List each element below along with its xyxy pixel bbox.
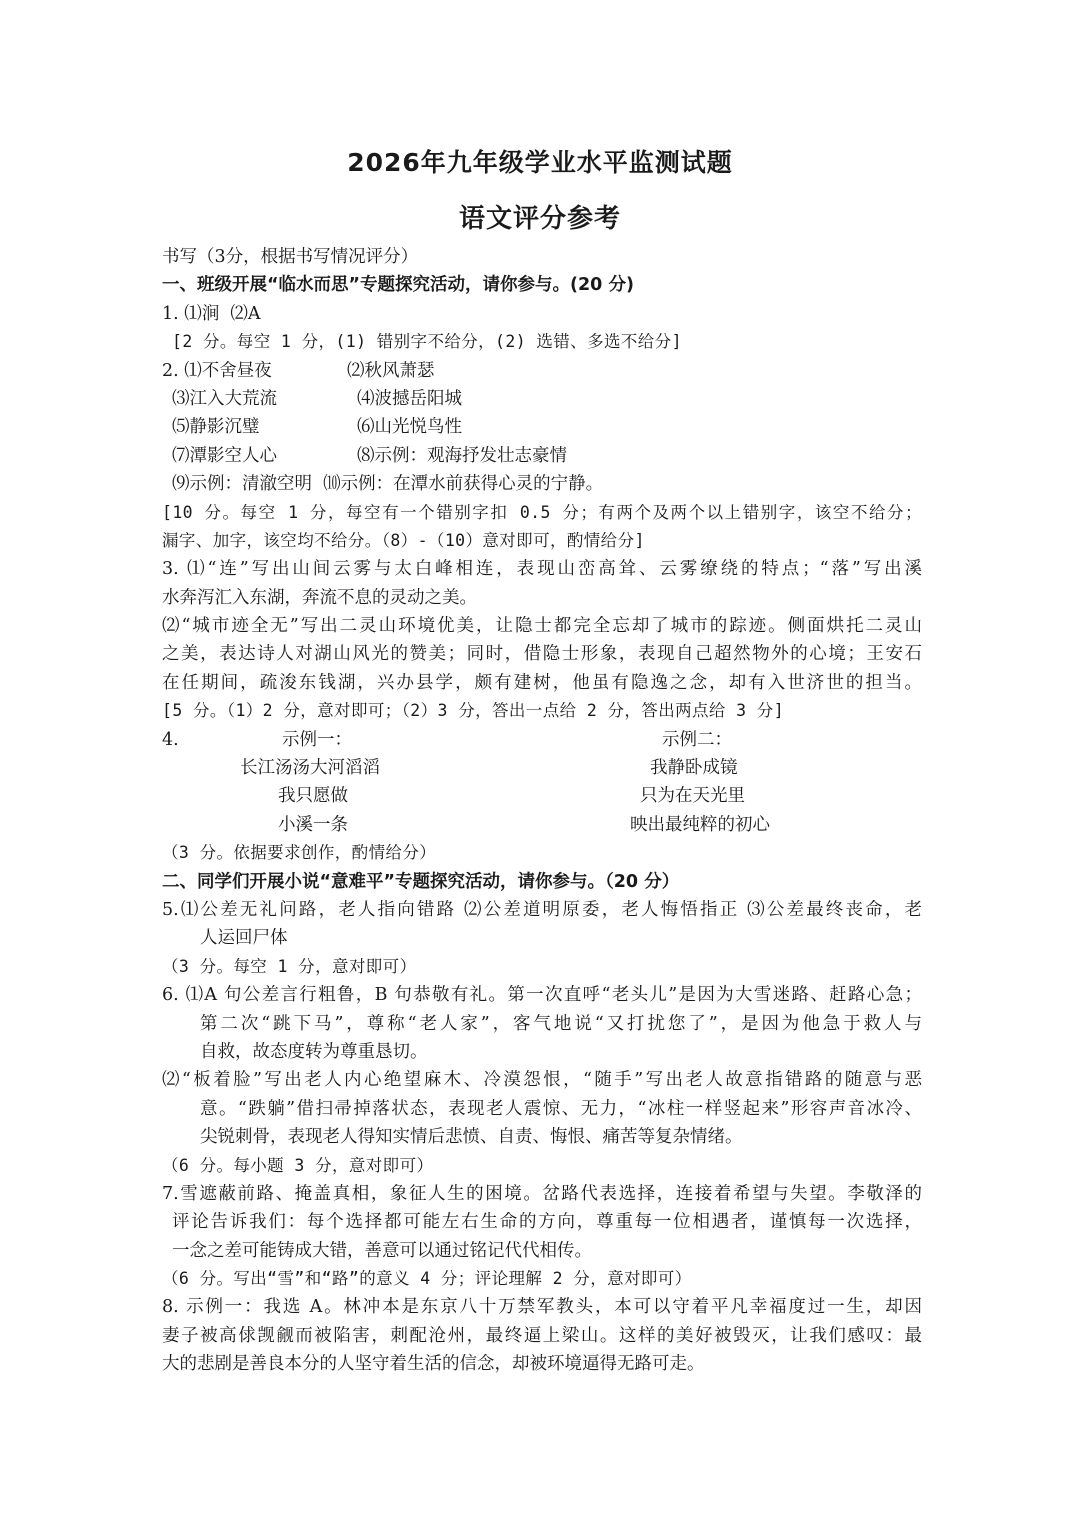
q4-labels-row xyxy=(162,726,922,754)
handwriting-score-line: 书写（3分，根据书写情况评分） xyxy=(162,247,419,267)
q1-scoring-note: [2 分。每空 1 分，(1) 错别字不给分，(2) 选错、多选不给分] xyxy=(172,332,682,352)
q7-line2: 评论告诉我们：每个选择都可能左右生命的方向，尊重每一位相遇者，谨慎每一次选择， xyxy=(172,1212,922,1233)
q2-item-7: ⑺潭影空人心 xyxy=(172,445,277,466)
q8-line2: 妻子被高俅觊觎而被陷害，刺配沧州，最终逼上梁山。这样的美好被毁灭，让我们感叹：最 xyxy=(162,1325,922,1346)
q2-item-8: ⑻示例：观海抒发壮志豪情 xyxy=(357,445,567,466)
q3-part2-line1: ⑵“城市迹全无”写出二灵山环境优美，让隐士都完全忘却了城市的踪迹。侧面烘托二灵山 xyxy=(162,616,922,637)
q4-scoring-note: （3 分。依据要求创作，酌情给分） xyxy=(162,843,437,863)
q5-scoring-note: （3 分。每空 1 分，意对即可） xyxy=(162,956,417,976)
q4-example-two-label: 示例二： xyxy=(662,729,732,750)
q4-ex1-line3: 小溪一条 xyxy=(278,814,348,835)
section-one-heading: 一、班级开展“临水而思”专题探究活动，请你参与。(20 分) xyxy=(162,275,634,296)
q5-line1: 5.⑴公差无礼问路，老人指向错路 ⑵公差道明原委，老人悔悟指正 ⑶公差最终丧命，老 xyxy=(162,899,922,920)
q2-item-6: ⑹山光悦鸟性 xyxy=(357,417,462,438)
q3-part2-line3: 在任期间，疏浚东钱湖，兴办县学，颇有建树，他虽有隐逸之念，却有入世济世的担当。 xyxy=(162,672,922,693)
q8-line3: 大的悲剧是善良本分的人坚守着生活的信念，却被环境逼得无路可走。 xyxy=(162,1354,705,1375)
q6-scoring-note: （6 分。每小题 3 分，意对即可） xyxy=(162,1155,434,1175)
q2-row-1 xyxy=(162,357,922,385)
q2-scoring-note-1: [10 分。每空 1 分，每空有一个错别字扣 0.5 分；有两个及两个以上错别字，该空不给分； xyxy=(162,502,922,522)
q6-part1-line1: 6. ⑴A 句公差言行粗鲁，B 句恭敬有礼。第一次直呼“老头儿”是因为大雪迷路、赶路心急； xyxy=(162,985,922,1006)
q4-number: 4. xyxy=(162,729,179,750)
q3-scoring-note: [5 分。（1）2 分，意对即可；（2）3 分，答出一点给 2 分，答出两点给 3 分] xyxy=(162,701,785,721)
q2-item-1: 2. ⑴不舍昼夜 xyxy=(162,360,272,381)
q2-item-3: ⑶江入大荒流 xyxy=(172,388,277,409)
q4-example-one-label: 示例一： xyxy=(282,729,352,750)
q4-poem-line-2 xyxy=(162,782,922,810)
q4-ex2-line1: 我静卧成镜 xyxy=(650,758,738,779)
q2-scoring-note-2: 漏字、加字，该空均不给分。（8）-（10）意对即可，酌情给分] xyxy=(162,530,645,550)
q6-part2-line2: 意。“跌躺”借扫帚掉落状态，表现老人震惊、无力，“冰柱一样竖起来”形容声音冰冷、 xyxy=(200,1098,922,1119)
q6-part1-line2: 第二次“跳下马”，尊称“老人家”，客气地说“又打扰您了”，是因为他急于救人与 xyxy=(200,1013,922,1034)
q3-part1-line1: 3. ⑴“连”写出山间云雾与太白峰相连，表现山峦高耸、云雾缭绕的特点；“落”写出溪 xyxy=(162,559,922,580)
q4-poem-line-1 xyxy=(162,754,922,782)
q3-part1-line2: 水奔泻汇入东湖，奔流不息的灵动之美。 xyxy=(162,587,477,608)
q1-answer: 1. ⑴涧 ⑵A xyxy=(162,303,261,324)
q4-ex1-line1: 长江汤汤大河滔滔 xyxy=(240,758,380,779)
q4-ex1-line2: 我只愿做 xyxy=(278,786,348,807)
q2-row-4 xyxy=(162,442,922,470)
section-two-heading: 二、同学们开展小说“意难平”专题探究活动，请你参与。（20 分） xyxy=(162,871,680,892)
q6-part2-line3: 尖锐刺骨，表现老人得知实情后悲愤、自责、悔恨、痛苦等复杂情绪。 xyxy=(200,1127,743,1148)
q8-line1: 8. 示例一：我选 A。林冲本是东京八十万禁军教头，本可以守着平凡幸福度过一生，却因 xyxy=(162,1297,922,1318)
q4-ex2-line3: 映出最纯粹的初心 xyxy=(630,814,770,835)
q2-row-2 xyxy=(162,385,922,413)
q7-line3: 一念之差可能铸成大错，善意可以通过铭记代代相传。 xyxy=(172,1240,592,1261)
q2-item-4: ⑷波撼岳阳城 xyxy=(357,388,462,409)
q4-ex2-line2: 只为在天光里 xyxy=(640,786,745,807)
q5-line2: 人运回尸体 xyxy=(200,928,288,949)
q2-row-3 xyxy=(162,413,922,441)
q6-part1-line3: 自救，故态度转为尊重恳切。 xyxy=(200,1041,428,1062)
q6-part2-line1: ⑵“板着脸”写出老人内心绝望麻木、冷漠怨恨，“随手”写出老人故意指错路的随意与恶 xyxy=(162,1070,922,1091)
q3-part2-line2: 之美，表达诗人对湖山风光的赞美；同时，借隐士形象，表现自己超然物外的心境；王安石 xyxy=(162,644,922,665)
answer-content xyxy=(162,243,922,1379)
q7-line1: 7.雪遮蔽前路、掩盖真相，象征人生的困境。岔路代表选择，连接着希望与失望。李敬泽的 xyxy=(162,1183,922,1204)
q4-poem-line-3 xyxy=(162,811,922,839)
q2-row-5: ⑼示例：清澈空明 ⑽示例：在潭水前获得心灵的宁静。 xyxy=(172,474,604,495)
document-title: 2026年九年级学业水平监测试题 xyxy=(347,148,733,177)
q7-scoring-note: （6 分。写出“雪”和“路”的意义 4 分；评论理解 2 分，意对即可） xyxy=(162,1269,692,1289)
q2-item-5: ⑸静影沉璧 xyxy=(172,417,260,438)
document-subtitle: 语文评分参考 xyxy=(458,204,621,234)
q2-item-2: ⑵秋风萧瑟 xyxy=(347,360,435,381)
